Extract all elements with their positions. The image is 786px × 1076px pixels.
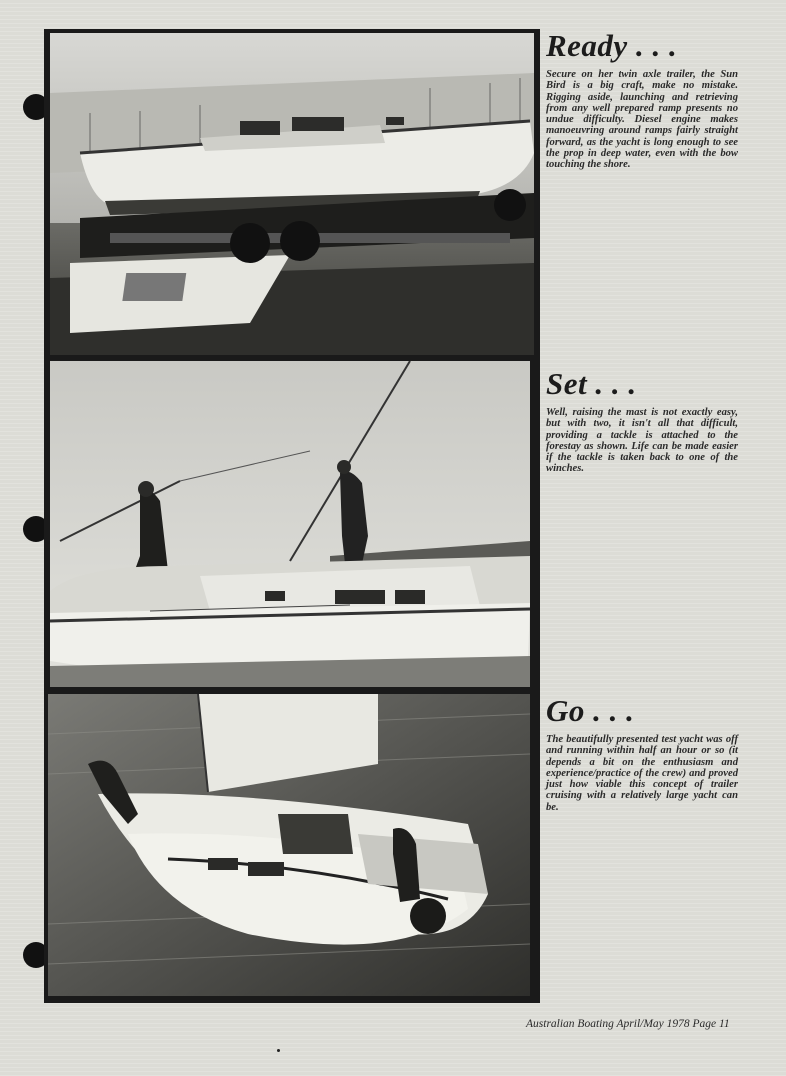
heading-go: Go . . . (546, 693, 635, 728)
photo-yacht-on-trailer (50, 33, 534, 355)
print-speck (277, 1049, 280, 1052)
body-set: Well, raising the mast is not exactly easy, but with two, it isn't all that difficult, providing a tackle is attached to the forestay as shown. Life can be made easier if the tackle is taken back to one of the winches. (546, 407, 738, 475)
caption-go (546, 694, 738, 813)
body-go: The beautifully presented test yacht was off and running within half an hour or so (it depends a bit on the enthusiasm and experience/practice of the crew) and proved just how viable this concept of trailer cruising with a relatively large yacht can be. (546, 734, 738, 813)
heading-set: Set . . . (546, 366, 637, 401)
caption-ready (546, 29, 738, 171)
body-ready: Secure on her twin axle trailer, the Sun Bird is a big craft, make no mistake. Rigging aside, launching and retrieving from any well prepared ramp presents no undue difficulty. Diesel engine makes manoeuvring around ramps fairly straight forward, as the yacht is long enough to see the prop in deep water, even with the bow touching the shore. (546, 69, 738, 171)
heading-ready: Ready . . . (546, 28, 678, 63)
photo-raising-mast (50, 361, 530, 687)
photo-sailing (48, 694, 530, 996)
caption-set (546, 367, 738, 475)
page-footer: Australian Boating April/May 1978 Page 11 (526, 1018, 730, 1030)
